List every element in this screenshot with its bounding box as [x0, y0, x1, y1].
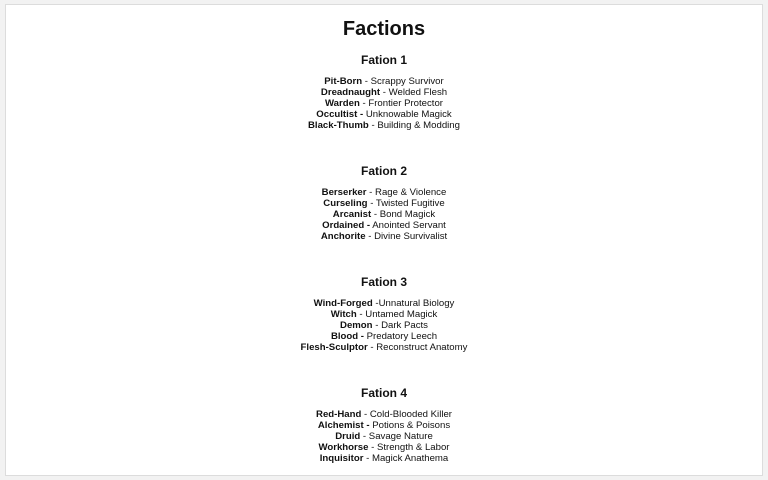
- entry-separator: -: [367, 341, 377, 353]
- entry-separator: -: [368, 441, 377, 453]
- entry-separator: -: [367, 197, 376, 209]
- entry-description: Untamed Magick: [365, 308, 438, 320]
- entry-separator: -: [365, 230, 375, 242]
- entry-name: Demon: [340, 319, 373, 331]
- entry-description: Welded Flesh: [388, 86, 448, 98]
- entry-name: Occultist -: [316, 108, 364, 120]
- entry-name: Anchorite: [320, 230, 366, 242]
- entry-name: Inquisitor: [319, 452, 364, 464]
- entry-name: Dreadnaught: [320, 86, 381, 98]
- entry-separator: -: [372, 298, 379, 309]
- entry-separator: -: [363, 452, 372, 464]
- entry-name: Blood -: [330, 330, 364, 342]
- entry-separator: -: [361, 409, 370, 420]
- entry-name: Curseling: [323, 197, 368, 209]
- entry-description: Unnatural Biology: [378, 298, 455, 309]
- entry-description: Building & Modding: [377, 119, 460, 131]
- entry-name: Witch: [330, 308, 357, 320]
- entry-description: Scrappy Survivor: [370, 76, 444, 87]
- faction-entry: [6, 454, 762, 465]
- entry-description: Predatory Leech: [366, 330, 438, 342]
- entry-description: Reconstruct Anatomy: [376, 341, 468, 353]
- entry-separator: -: [360, 430, 369, 442]
- faction-entry: [6, 232, 762, 243]
- entry-description: Cold-Blooded Killer: [369, 409, 452, 420]
- entry-name: Wind-Forged: [313, 298, 373, 309]
- entry-description: Anointed Servant: [372, 219, 446, 231]
- entry-separator: -: [372, 319, 382, 331]
- faction-entry: [6, 121, 762, 132]
- entry-description: Potions & Poisons: [372, 419, 451, 431]
- entry-separator: -: [356, 308, 366, 320]
- faction-title: Fation 1: [360, 53, 407, 67]
- entry-name: Ordained -: [322, 219, 371, 231]
- entry-name: Red-Hand: [316, 409, 362, 420]
- entry-description: Frontier Protector: [368, 97, 443, 109]
- entry-name: Warden: [324, 97, 360, 109]
- faction-title: Fation 3: [360, 275, 407, 289]
- entry-name: Arcanist: [332, 208, 372, 220]
- faction-title: Fation 4: [360, 386, 407, 400]
- faction-section-1: [6, 53, 762, 132]
- entry-description: Unknowable Magick: [365, 108, 452, 120]
- faction-section-3: [6, 275, 762, 354]
- entry-name: Black-Thumb: [308, 119, 369, 131]
- entry-description: Strength & Labor: [376, 441, 450, 453]
- entry-name: Druid: [335, 430, 361, 442]
- entry-description: Savage Nature: [368, 430, 433, 442]
- entry-description: Dark Pacts: [381, 319, 428, 331]
- faction-title: Fation 2: [360, 164, 407, 178]
- faction-entry: [6, 343, 762, 354]
- entry-description: Rage & Violence: [375, 187, 447, 198]
- entry-separator: -: [359, 97, 369, 109]
- entry-separator: -: [368, 119, 378, 131]
- entry-description: Magick Anathema: [371, 452, 449, 464]
- entry-separator: -: [380, 86, 389, 98]
- faction-section-2: [6, 164, 762, 243]
- entry-separator: -: [362, 76, 371, 87]
- faction-section-4: [6, 386, 762, 465]
- entry-name: Flesh-Sculptor: [300, 341, 368, 353]
- entry-name: Pit-Born: [324, 76, 363, 87]
- entry-name: Berserker: [321, 187, 367, 198]
- entry-name: Alchemist -: [317, 419, 370, 431]
- page-title: Factions: [342, 18, 426, 40]
- entry-description: Twisted Fugitive: [375, 197, 445, 209]
- entry-description: Divine Survivalist: [374, 230, 448, 242]
- entry-name: Workhorse: [318, 441, 369, 453]
- entry-description: Bond Magick: [379, 208, 436, 220]
- entry-separator: -: [366, 187, 376, 198]
- page-card: [5, 4, 763, 476]
- entry-separator: -: [371, 208, 380, 220]
